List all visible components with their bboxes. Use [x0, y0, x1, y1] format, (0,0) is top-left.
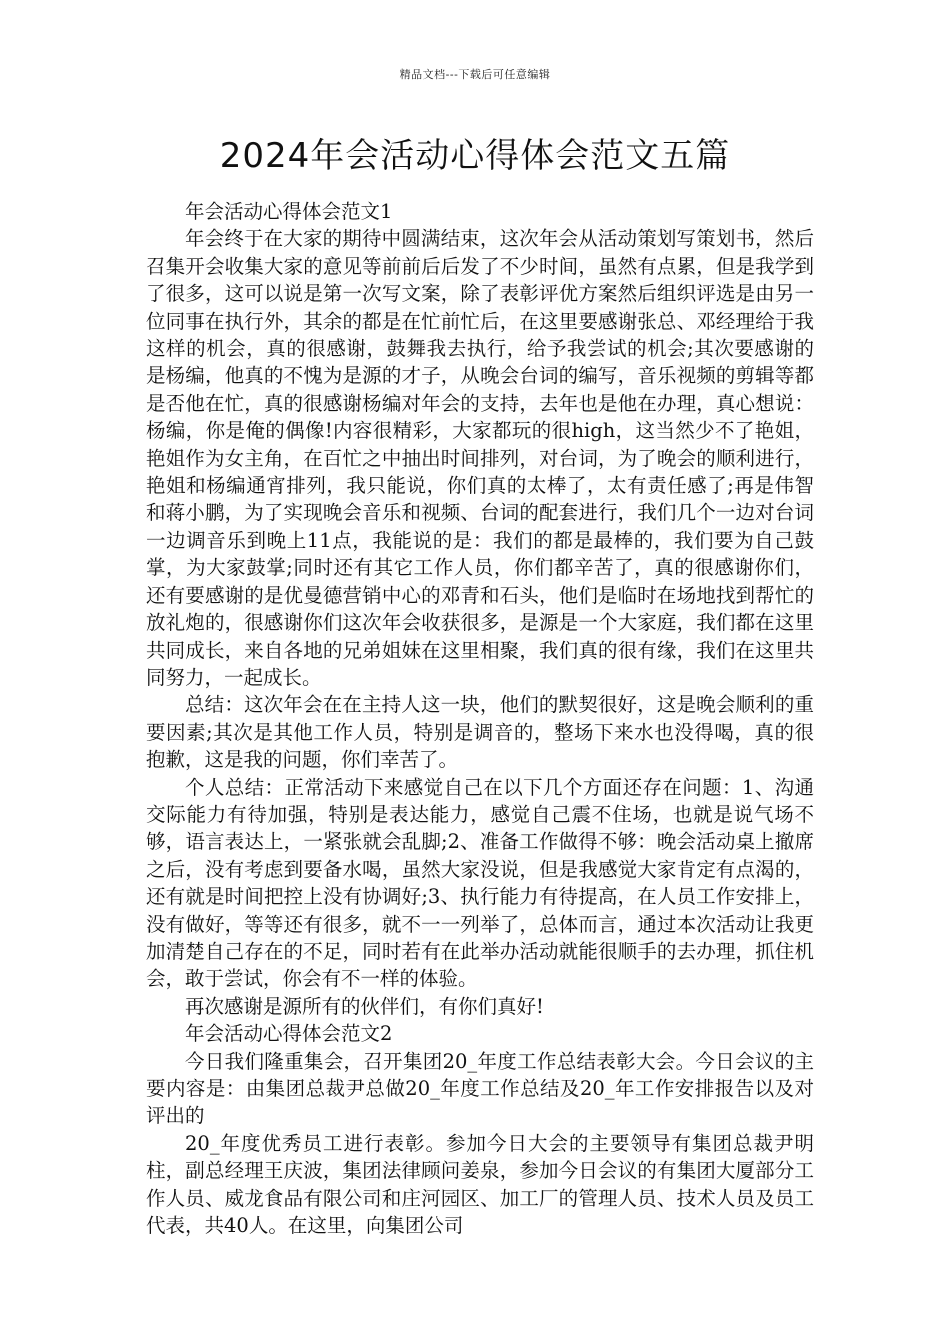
body-paragraph: 年会终于在大家的期待中圆满结束，这次年会从活动策划写策划书，然后召集开会收集大家的意见等前前后后发了不少时间，虽然有点累，但是我学到了很多，这可以说是第一次写文案，除了表彰评优方案然后组织评选是由另一位同事在执行外，其余的都是在忙前忙后，在这里要感谢张总、邓经理给于我这样的机会，真的很感谢，鼓舞我去执行，给予我尝试的机会;其次要感谢的是杨编，他真的不愧为是源的才子，从晚会台词的编写，音乐视频的剪辑等都是否他在忙，真的很感谢杨编对年会的支持，去年也是他在办理，真心想说：杨编，你是俺的偶像!内容很精彩，大家都玩的很high，这当然少不了艳姐，艳姐作为女主角，在百忙之中抽出时间排列，对台词，为了晚会的顺利进行，艳姐和杨编通宵排列，我只能说，你们真的太棒了，太有责任感了;再是伟智和蒋小鹏，为了实现晚会音乐和视频、台词的配套进行，我们几个一边对台词一边调音乐到晚上11点，我能说的是：我们的都是最棒的，我们要为自己鼓掌，为大家鼓掌;同时还有其它工作人员，你们都辛苦了，真的很感谢你们，还有要感谢的是优曼德营销中心的邓青和石头，他们是临时在场地找到帮忙的放礼炮的，很感谢你们这次年会收获很多，是源是一个大家庭，我们都在这里共同成长，来自各地的兄弟姐妹在这里相聚，我们真的很有缘，我们在这里共同努力，一起成长。	[146, 227, 814, 689]
body-paragraph: 个人总结：正常活动下来感觉自己在以下几个方面还存在问题：1、沟通交际能力有待加强，特别是表达能力，感觉自己震不住场，也就是说气场不够，语言表达上，一紧张就会乱脚;2、准备工作做得不够：晚会活动桌上撤席之后，没有考虑到要备水喝，虽然大家没说，但是我感觉大家肯定有点渴的，还有就是时间把控上没有协调好;3、执行能力有待提高，在人员工作安排上，没有做好，等等还有很多，就不一一列举了，总体而言，通过本次活动让我更加清楚自己存在的不足，同时若有在此举办活动就能很顺手的去办理，抓住机会，敢于尝试，你会有不一样的体验。	[146, 775, 814, 991]
body-paragraph: 20_年度优秀员工进行表彰。参加今日大会的主要领导有集团总裁尹明柱，副总经理王庆波，集团法律顾问姜泉，参加今日会议的有集团大厦部分工作人员、威龙食品有限公司和庄河园区、加工厂的管理人员、技术人员及员工代表，共40人。在这里，向集团公司	[146, 1131, 814, 1238]
document-title: 2024年会活动心得体会范文五篇	[219, 136, 731, 176]
body-paragraph: 再次感谢是源所有的伙伴们，有你们真好!	[185, 994, 544, 1018]
section-heading-2: 年会活动心得体会范文2	[185, 1022, 393, 1046]
section-heading-1: 年会活动心得体会范文1	[185, 200, 393, 223]
document-body	[146, 198, 814, 1239]
page-header-note: 精品文档---下载后可任意编辑	[399, 68, 551, 81]
body-paragraph: 总结：这次年会在在主持人这一块，他们的默契很好，这是晚会顺利的重要因素;其次是其他工作人员，特别是调音的，整场下来水也没得喝，真的很抱歉，这是我的问题，你们幸苦了。	[146, 693, 814, 772]
body-paragraph: 今日我们隆重集会，召开集团20_年度工作总结表彰大会。今日会议的主要内容是：由集团总裁尹总做20_年度工作总结及20_年工作安排报告以及对评出的	[146, 1049, 814, 1128]
